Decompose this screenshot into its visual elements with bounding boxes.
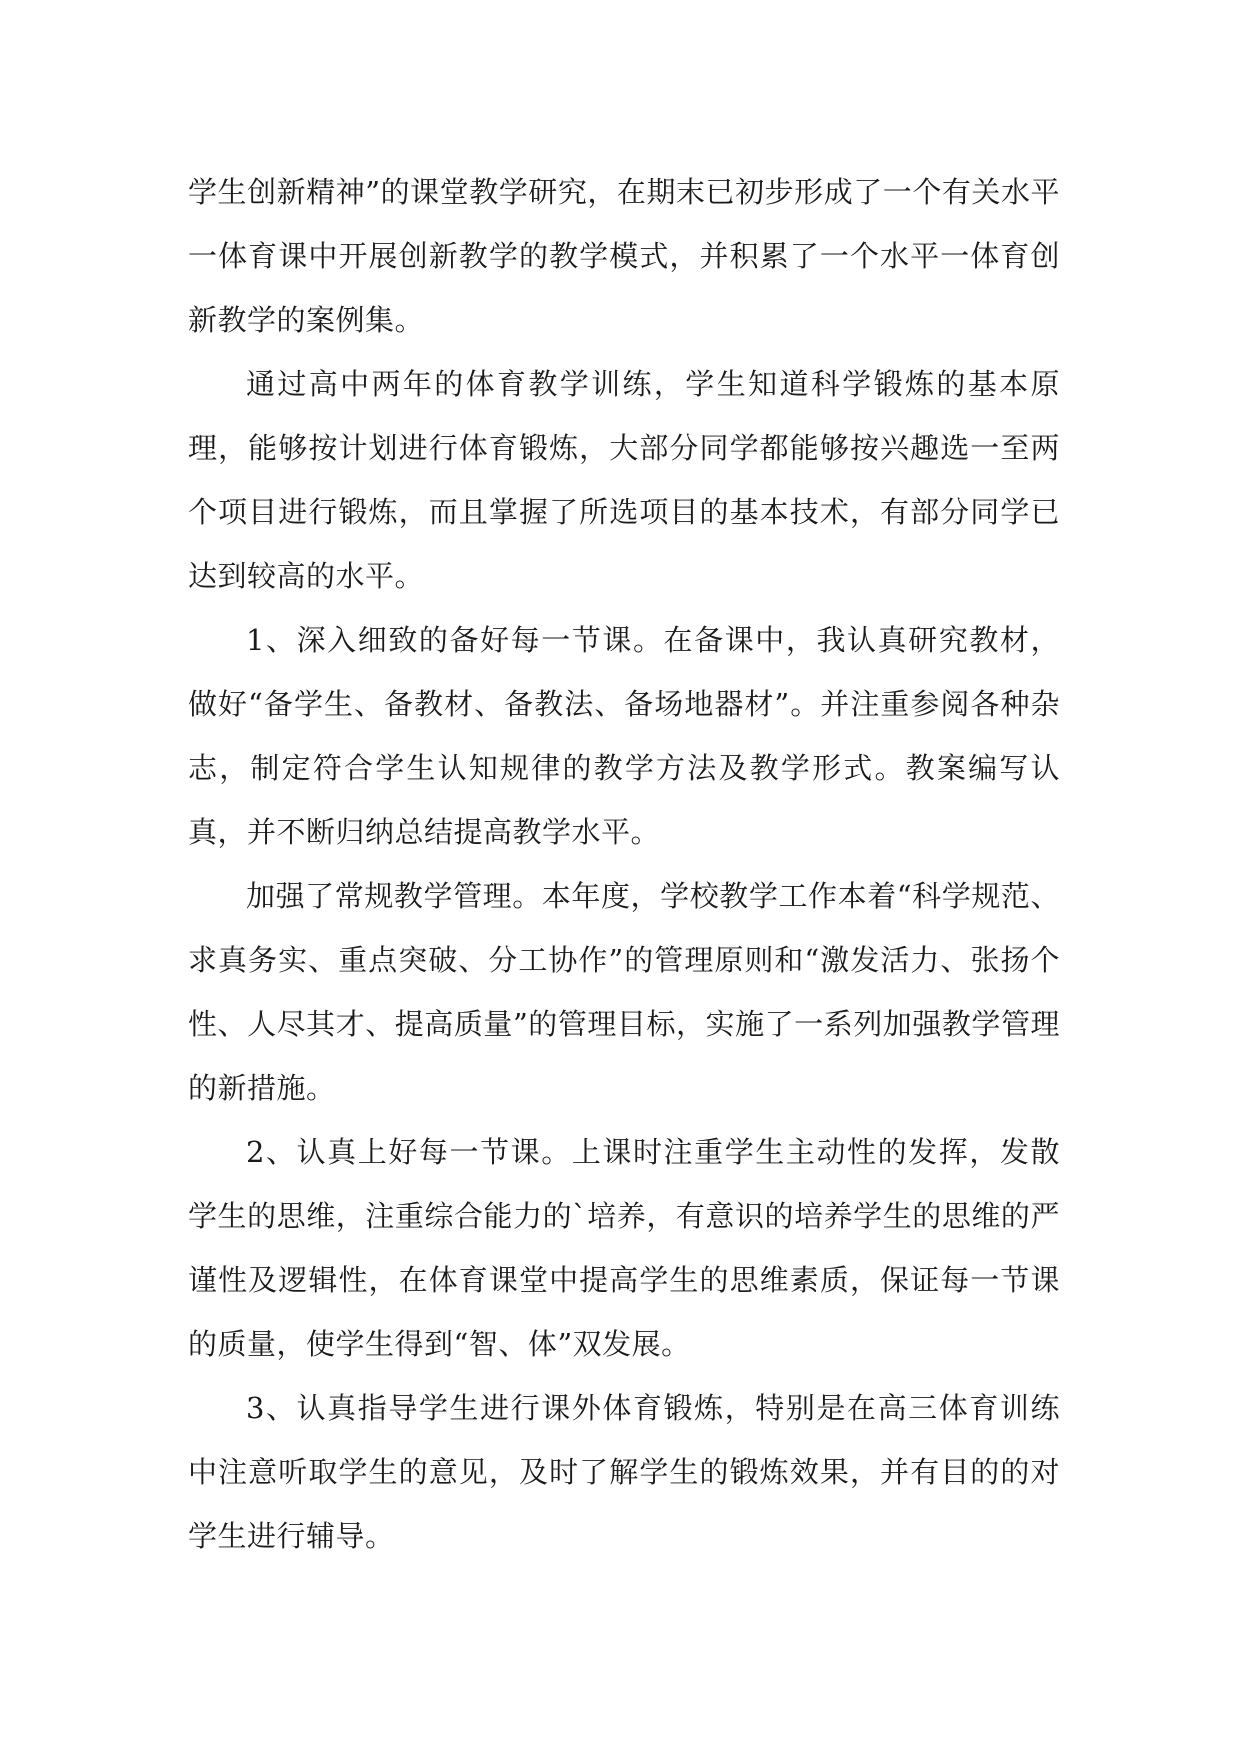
paragraph: 通过高中两年的体育教学训练，学生知道科学锻炼的基本原理，能够按计划进行体育锻炼，大部分同学都能够按兴趣选一至两个项目进行锻炼，而且掌握了所选项目的基本技术，有部分同学已达到较高的水平。 (188, 367, 1060, 593)
paragraph: 1、深入细致的备好每一节课。在备课中，我认真研究教材，做好“备学生、备教材、备教法、备场地器材”。并注重参阅各种杂志，制定符合学生认知规律的教学方法及教学形式。教案编写认真，并不断归纳总结提高教学水平。 (188, 623, 1060, 849)
paragraph: 3、认真指导学生进行课外体育锻炼，特别是在高三体育训练中注意听取学生的意见，及时了解学生的锻炼效果，并有目的的对学生进行辅导。 (188, 1391, 1060, 1553)
paragraph-continuation: 学生创新精神”的课堂教学研究，在期末已初步形成了一个有关水平一体育课中开展创新教学的教学模式，并积累了一个水平一体育创新教学的案例集。 (188, 175, 1060, 337)
document-body (188, 160, 1060, 1568)
paragraph: 2、认真上好每一节课。上课时注重学生主动性的发挥，发散学生的思维，注重综合能力的`培养，有意识的培养学生的思维的严谨性及逻辑性，在体育课堂中提高学生的思维素质，保证每一节课的质量，使学生得到“智、体”双发展。 (188, 1135, 1060, 1361)
paragraph: 加强了常规教学管理。本年度，学校教学工作本着“科学规范、求真务实、重点突破、分工协作”的管理原则和“激发活力、张扬个性、人尽其才、提高质量”的管理目标，实施了一系列加强教学管理的新措施。 (188, 879, 1060, 1105)
